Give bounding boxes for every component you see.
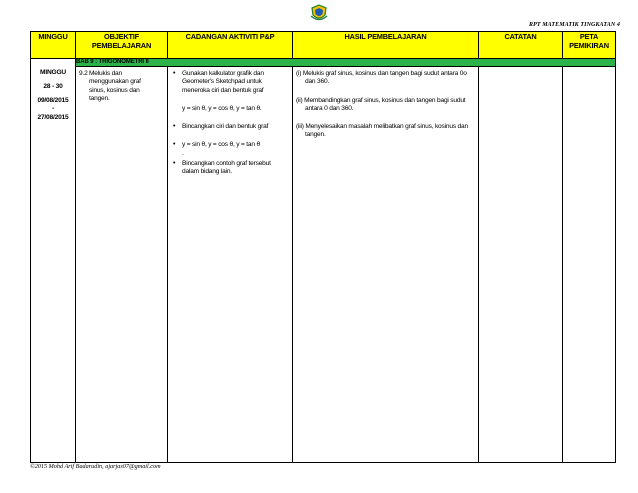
col-peta [563, 32, 616, 59]
list-item [170, 123, 288, 131]
col-catatan: CATATAN [479, 32, 563, 59]
minggu-label: MINGGU [40, 68, 66, 76]
bullet-icon: • [173, 70, 176, 77]
footer-copyright: ©2015 Mohd Arif Badarudin, ajarjas07@gmail.com [30, 463, 161, 470]
section-title: BAB 9 : TRIGONOMETRI II [76, 59, 616, 67]
peta-cell [563, 67, 616, 463]
col-objektif [76, 32, 168, 59]
objektif-number: 9.2 [79, 70, 88, 77]
list-item [170, 141, 288, 158]
table-row [31, 67, 616, 463]
aktiviti-item-3: y = sin θ, y = cos θ, y = tan θ [182, 141, 260, 149]
aktiviti-item-1: Gunakan kalkulator grafik dan Geometer's Sketchpad untuk meneroka ciri dan bentuk graf [182, 70, 264, 94]
section-spacer [31, 59, 76, 67]
date-end: 27/08/2015 [37, 113, 69, 121]
minggu-range: 28 - 30 [43, 82, 63, 90]
list-item [170, 160, 288, 177]
document-title: RPT MATEMATIK TINGKATAN 4 [528, 22, 620, 28]
col-hasil: HASIL PEMBELAJARAN [293, 32, 479, 59]
list-item [170, 70, 288, 95]
aktiviti-formula-1: y = sin θ, y = cos θ, y = tan θ. [182, 104, 262, 112]
hasil-item-i: (i) Melukis graf sinus, kosinus dan tangen bagi sudut antara 0o dan 360. [296, 70, 467, 86]
aktiviti-item-4: Bincangkan contoh graf tersebut dalam bidang lain. [182, 160, 271, 176]
col-aktiviti: CADANGAN AKTIVITI P&P [168, 32, 293, 59]
minggu-cell [31, 67, 76, 463]
aktiviti-item-2: Bincangkan ciri dan bentuk graf [182, 123, 269, 131]
hasil-item-ii: (ii) Membandingkan graf sinus, kosinus dan tangen bagi sudut antara 0 dan 360. [296, 96, 466, 112]
col-peta-label: PETA PEMIKIRAN [569, 32, 609, 50]
aktiviti-item-3-tail: . [182, 149, 184, 157]
objektif-cell [76, 67, 168, 463]
school-crest-icon [309, 4, 329, 22]
col-objektif-label: OBJEKTIF PEMBELAJARAN [91, 32, 152, 50]
section-row [31, 59, 616, 67]
lesson-plan-table [30, 31, 616, 463]
table-header-row [31, 32, 616, 59]
hasil-item-iii: (iii) Menyelesaikan masalah melibatkan graf sinus, kosinus dan tangen. [296, 123, 468, 139]
aktiviti-cell [168, 67, 293, 463]
bullet-icon: • [173, 160, 176, 168]
objektif-text: Melukis dan menggunakan graf sinus, kosinus dan tangen. [89, 70, 141, 102]
catatan-cell [479, 67, 563, 463]
bullet-icon: • [173, 123, 176, 131]
col-minggu: MINGGU [31, 32, 76, 59]
date-start: 09/08/2015 [37, 97, 69, 105]
bullet-icon: • [173, 141, 176, 149]
hasil-cell [293, 67, 479, 463]
date-dash: - [52, 105, 54, 113]
